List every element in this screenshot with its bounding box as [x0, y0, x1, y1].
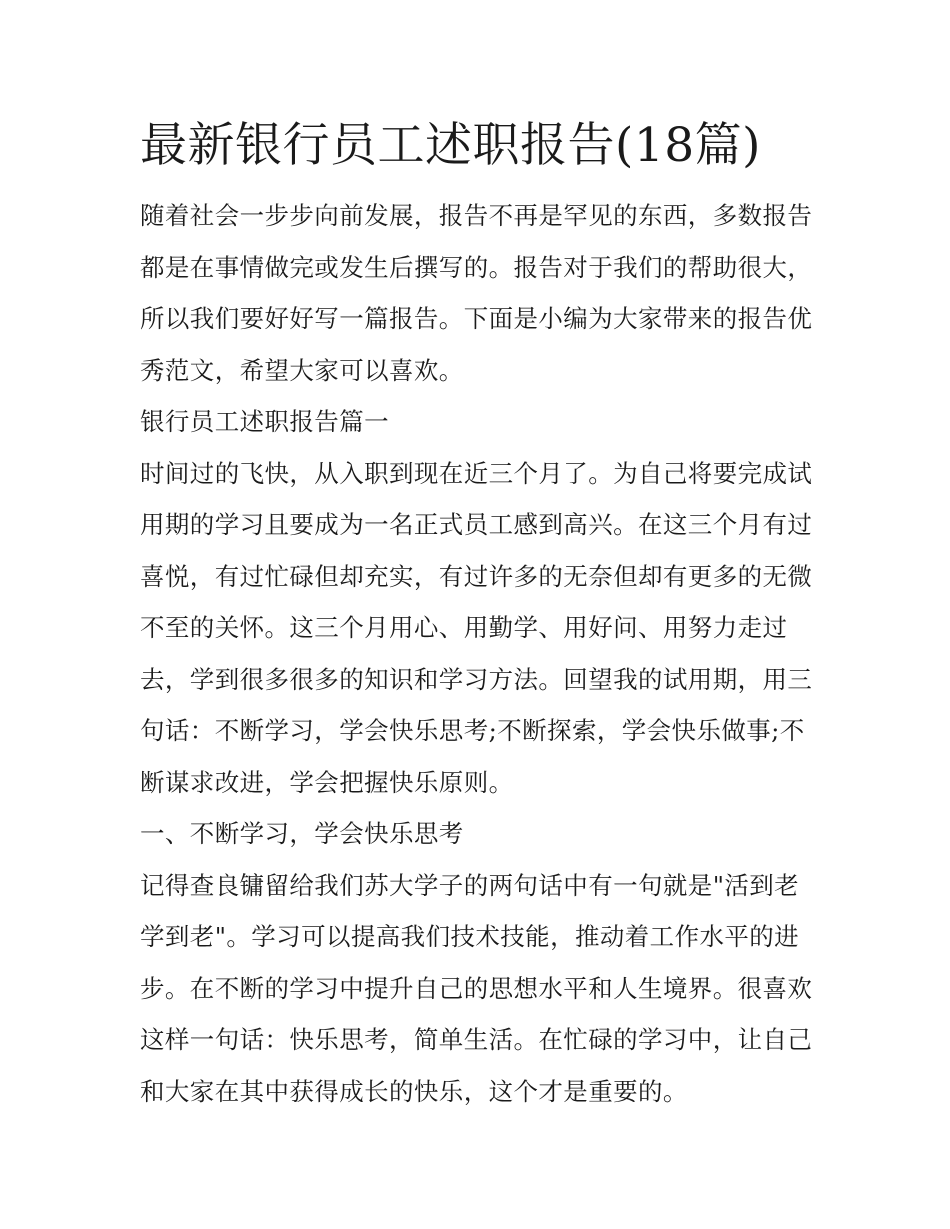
subsection-line: 和大家在其中获得成长的快乐，这个才是重要的。 [140, 1076, 688, 1106]
section-line: 用期的学习且要成为一名正式员工感到高兴。在这三个月有过 [140, 510, 813, 539]
subsection-line: 这样一句话：快乐思考，简单生活。在忙碌的学习中，让自己 [140, 1025, 813, 1054]
intro-line: 随着社会一步步向前发展，报告不再是罕见的东西，多数报告 [140, 201, 813, 230]
subsection-line: 记得查良镛留给我们苏大学子的两句话中有一句就是"活到老 [140, 870, 800, 900]
intro-line: 所以我们要好好写一篇报告。下面是小编为大家带来的报告优 [140, 304, 813, 333]
section-line: 喜悦，有过忙碌但却充实，有过许多的无奈但却有更多的无微 [140, 561, 813, 591]
section-line: 不至的关怀。这三个月用心、用勤学、用好问、用努力走过 [140, 613, 788, 642]
section-line: 句话：不断学习，学会快乐思考;不断探索，学会快乐做事;不 [140, 716, 805, 745]
section-line: 去，学到很多很多的知识和学习方法。回望我的试用期，用三 [140, 664, 813, 694]
section-line: 断谋求改进，学会把握快乐原则。 [140, 767, 514, 797]
subsection-line: 学到老"。学习可以提高我们技术技能，推动着工作水平的进 [140, 922, 800, 951]
section-paragraph [140, 448, 812, 809]
section-heading: 银行员工述职报告篇一 [140, 407, 389, 436]
subsection-line: 步。在不断的学习中提升自己的思想水平和人生境界。很喜欢 [140, 973, 813, 1003]
intro-line: 秀范文，希望大家可以喜欢。 [140, 355, 464, 385]
intro-line: 都是在事情做完或发生后撰写的。报告对于我们的帮助很大， [140, 252, 813, 282]
document-title: 最新银行员工述职报告(18篇) [140, 118, 761, 173]
document-body [140, 112, 812, 1117]
subsection-heading: 一、不断学习，学会快乐思考 [140, 819, 464, 848]
subsection-paragraph [140, 860, 812, 1118]
section-line: 时间过的飞快，从入职到现在近三个月了。为自己将要完成试 [140, 458, 813, 488]
intro-paragraph [140, 190, 812, 396]
